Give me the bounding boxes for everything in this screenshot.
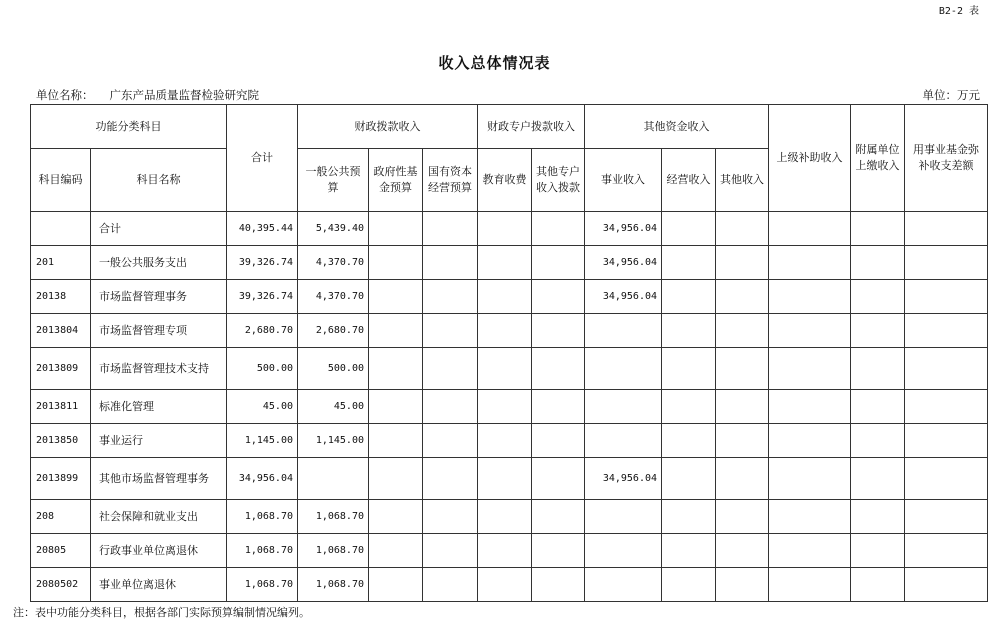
cell-operating-income xyxy=(662,458,716,500)
cell-name: 社会保障和就业支出 xyxy=(91,500,227,534)
cell-operating-income xyxy=(662,568,716,602)
cell-edu-fee xyxy=(478,458,532,500)
header-code: 科目编码 xyxy=(31,149,91,212)
table-row xyxy=(31,534,988,568)
cell-edu-fee xyxy=(478,246,532,280)
cell-other-income xyxy=(716,212,769,246)
cell-general-budget: 4,370.70 xyxy=(298,246,369,280)
cell-business-income xyxy=(585,568,662,602)
cell-business-income xyxy=(585,424,662,458)
cell-gov-fund xyxy=(369,314,423,348)
cell-edu-fee xyxy=(478,280,532,314)
table-row xyxy=(31,568,988,602)
cell-fund-offset xyxy=(905,212,988,246)
unit-label: 单位：万元 xyxy=(922,88,980,102)
cell-name: 一般公共服务支出 xyxy=(91,246,227,280)
cell-total: 39,326.74 xyxy=(227,246,298,280)
cell-operating-income xyxy=(662,390,716,424)
cell-superior xyxy=(769,390,851,424)
cell-name: 事业单位离退休 xyxy=(91,568,227,602)
header-superior: 上级补助收入 xyxy=(769,105,851,212)
header-state-capital: 国有资本经营预算 xyxy=(423,149,478,212)
cell-gov-fund xyxy=(369,390,423,424)
cell-other-special xyxy=(532,500,585,534)
cell-total: 40,395.44 xyxy=(227,212,298,246)
cell-operating-income xyxy=(662,212,716,246)
cell-other-income xyxy=(716,314,769,348)
cell-state-capital xyxy=(423,246,478,280)
unit-name: 广东产品质量监督检验研究院 xyxy=(109,88,259,102)
cell-fund-offset xyxy=(905,458,988,500)
cell-gov-fund xyxy=(369,458,423,500)
cell-superior xyxy=(769,500,851,534)
cell-affiliated xyxy=(851,280,905,314)
table-row xyxy=(31,424,988,458)
cell-other-special xyxy=(532,348,585,390)
cell-superior xyxy=(769,280,851,314)
cell-state-capital xyxy=(423,390,478,424)
unit-name-label: 单位名称： xyxy=(36,88,94,102)
cell-other-income xyxy=(716,458,769,500)
cell-total: 39,326.74 xyxy=(227,280,298,314)
table-row xyxy=(31,500,988,534)
cell-gov-fund xyxy=(369,212,423,246)
cell-other-income xyxy=(716,424,769,458)
cell-other-income xyxy=(716,500,769,534)
cell-affiliated xyxy=(851,500,905,534)
cell-edu-fee xyxy=(478,390,532,424)
cell-other-special xyxy=(532,246,585,280)
cell-name: 市场监督管理事务 xyxy=(91,280,227,314)
table-row xyxy=(31,348,988,390)
cell-business-income: 34,956.04 xyxy=(585,458,662,500)
cell-name: 市场监督管理专项 xyxy=(91,314,227,348)
cell-name: 合计 xyxy=(91,212,227,246)
cell-code: 2013811 xyxy=(31,390,91,424)
header-edu-fee: 教育收费 xyxy=(478,149,532,212)
cell-general-budget: 4,370.70 xyxy=(298,280,369,314)
cell-name: 标准化管理 xyxy=(91,390,227,424)
cell-other-income xyxy=(716,534,769,568)
cell-edu-fee xyxy=(478,424,532,458)
cell-fund-offset xyxy=(905,568,988,602)
cell-fund-offset xyxy=(905,500,988,534)
cell-general-budget: 5,439.40 xyxy=(298,212,369,246)
cell-name: 行政事业单位离退休 xyxy=(91,534,227,568)
cell-edu-fee xyxy=(478,314,532,348)
table-row xyxy=(31,314,988,348)
cell-general-budget: 45.00 xyxy=(298,390,369,424)
cell-code: 2013809 xyxy=(31,348,91,390)
cell-state-capital xyxy=(423,424,478,458)
cell-total: 34,956.04 xyxy=(227,458,298,500)
cell-name: 其他市场监督管理事务 xyxy=(91,458,227,500)
cell-gov-fund xyxy=(369,280,423,314)
cell-state-capital xyxy=(423,500,478,534)
cell-operating-income xyxy=(662,246,716,280)
cell-operating-income xyxy=(662,424,716,458)
header-other-funds: 其他资金收入 xyxy=(585,105,769,149)
cell-code: 2013899 xyxy=(31,458,91,500)
cell-total: 500.00 xyxy=(227,348,298,390)
cell-general-budget xyxy=(298,458,369,500)
table-row xyxy=(31,458,988,500)
cell-code: 208 xyxy=(31,500,91,534)
cell-affiliated xyxy=(851,534,905,568)
cell-other-income xyxy=(716,348,769,390)
cell-superior xyxy=(769,568,851,602)
header-gov-fund: 政府性基金预算 xyxy=(369,149,423,212)
cell-fund-offset xyxy=(905,348,988,390)
cell-superior xyxy=(769,212,851,246)
cell-general-budget: 1,145.00 xyxy=(298,424,369,458)
cell-code: 20805 xyxy=(31,534,91,568)
cell-business-income: 34,956.04 xyxy=(585,212,662,246)
table-row xyxy=(31,246,988,280)
cell-operating-income xyxy=(662,500,716,534)
cell-other-income xyxy=(716,390,769,424)
cell-edu-fee xyxy=(478,534,532,568)
cell-other-special xyxy=(532,458,585,500)
cell-total: 1,068.70 xyxy=(227,568,298,602)
cell-superior xyxy=(769,246,851,280)
cell-operating-income xyxy=(662,314,716,348)
cell-edu-fee xyxy=(478,212,532,246)
cell-business-income xyxy=(585,534,662,568)
cell-operating-income xyxy=(662,280,716,314)
cell-fund-offset xyxy=(905,314,988,348)
cell-name: 市场监督管理技术支持 xyxy=(91,348,227,390)
cell-code: 201 xyxy=(31,246,91,280)
cell-business-income xyxy=(585,314,662,348)
header-general-budget: 一般公共预算 xyxy=(298,149,369,212)
cell-other-special xyxy=(532,212,585,246)
cell-general-budget: 1,068.70 xyxy=(298,500,369,534)
cell-total: 1,068.70 xyxy=(227,534,298,568)
cell-code: 20138 xyxy=(31,280,91,314)
cell-code xyxy=(31,212,91,246)
form-code: B2-2 表 xyxy=(938,6,979,17)
cell-other-special xyxy=(532,424,585,458)
cell-other-income xyxy=(716,568,769,602)
cell-superior xyxy=(769,534,851,568)
cell-affiliated xyxy=(851,458,905,500)
footnote: 注：表中功能分类科目，根据各部门实际预算编制情况编列。 xyxy=(13,606,310,619)
cell-superior xyxy=(769,458,851,500)
cell-state-capital xyxy=(423,458,478,500)
cell-state-capital xyxy=(423,348,478,390)
cell-operating-income xyxy=(662,348,716,390)
cell-gov-fund xyxy=(369,348,423,390)
page-title: 收入总体情况表 xyxy=(438,54,551,72)
cell-fund-offset xyxy=(905,246,988,280)
header-other-income: 其他收入 xyxy=(716,149,769,212)
header-fiscal-special: 财政专户拨款收入 xyxy=(478,105,585,149)
cell-other-income xyxy=(716,280,769,314)
cell-business-income xyxy=(585,348,662,390)
cell-total: 45.00 xyxy=(227,390,298,424)
table-row xyxy=(31,390,988,424)
cell-affiliated xyxy=(851,424,905,458)
header-business-income: 事业收入 xyxy=(585,149,662,212)
header-affiliated: 附属单位上缴收入 xyxy=(851,105,905,212)
cell-gov-fund xyxy=(369,534,423,568)
cell-state-capital xyxy=(423,534,478,568)
cell-code: 2080502 xyxy=(31,568,91,602)
cell-affiliated xyxy=(851,212,905,246)
cell-total: 2,680.70 xyxy=(227,314,298,348)
cell-general-budget: 1,068.70 xyxy=(298,568,369,602)
cell-superior xyxy=(769,314,851,348)
cell-other-special xyxy=(532,280,585,314)
cell-affiliated xyxy=(851,246,905,280)
cell-general-budget: 1,068.70 xyxy=(298,534,369,568)
cell-other-special xyxy=(532,568,585,602)
cell-general-budget: 2,680.70 xyxy=(298,314,369,348)
header-total: 合计 xyxy=(227,105,298,212)
cell-edu-fee xyxy=(478,348,532,390)
cell-affiliated xyxy=(851,390,905,424)
cell-other-income xyxy=(716,246,769,280)
cell-fund-offset xyxy=(905,534,988,568)
cell-operating-income xyxy=(662,534,716,568)
cell-code: 2013804 xyxy=(31,314,91,348)
cell-other-special xyxy=(532,534,585,568)
cell-gov-fund xyxy=(369,424,423,458)
cell-fund-offset xyxy=(905,424,988,458)
cell-other-special xyxy=(532,314,585,348)
header-operating-income: 经营收入 xyxy=(662,149,716,212)
unit-name-line xyxy=(36,87,259,103)
cell-business-income: 34,956.04 xyxy=(585,280,662,314)
header-other-special: 其他专户收入拨款 xyxy=(532,149,585,212)
header-func-class: 功能分类科目 xyxy=(31,105,227,149)
table-row xyxy=(31,280,988,314)
cell-state-capital xyxy=(423,212,478,246)
cell-edu-fee xyxy=(478,500,532,534)
cell-code: 2013850 xyxy=(31,424,91,458)
cell-total: 1,068.70 xyxy=(227,500,298,534)
table-row xyxy=(31,212,988,246)
cell-business-income: 34,956.04 xyxy=(585,246,662,280)
cell-business-income xyxy=(585,390,662,424)
cell-gov-fund xyxy=(369,568,423,602)
cell-superior xyxy=(769,348,851,390)
cell-fund-offset xyxy=(905,280,988,314)
cell-affiliated xyxy=(851,568,905,602)
cell-name: 事业运行 xyxy=(91,424,227,458)
cell-fund-offset xyxy=(905,390,988,424)
cell-business-income xyxy=(585,500,662,534)
cell-affiliated xyxy=(851,314,905,348)
cell-gov-fund xyxy=(369,500,423,534)
cell-general-budget: 500.00 xyxy=(298,348,369,390)
cell-state-capital xyxy=(423,568,478,602)
cell-other-special xyxy=(532,390,585,424)
cell-edu-fee xyxy=(478,568,532,602)
cell-total: 1,145.00 xyxy=(227,424,298,458)
cell-state-capital xyxy=(423,280,478,314)
cell-superior xyxy=(769,424,851,458)
header-fiscal: 财政拨款收入 xyxy=(298,105,478,149)
header-name: 科目名称 xyxy=(91,149,227,212)
cell-gov-fund xyxy=(369,246,423,280)
header-fund-offset: 用事业基金弥补收支差额 xyxy=(905,105,988,212)
income-table xyxy=(30,104,988,602)
cell-state-capital xyxy=(423,314,478,348)
cell-affiliated xyxy=(851,348,905,390)
